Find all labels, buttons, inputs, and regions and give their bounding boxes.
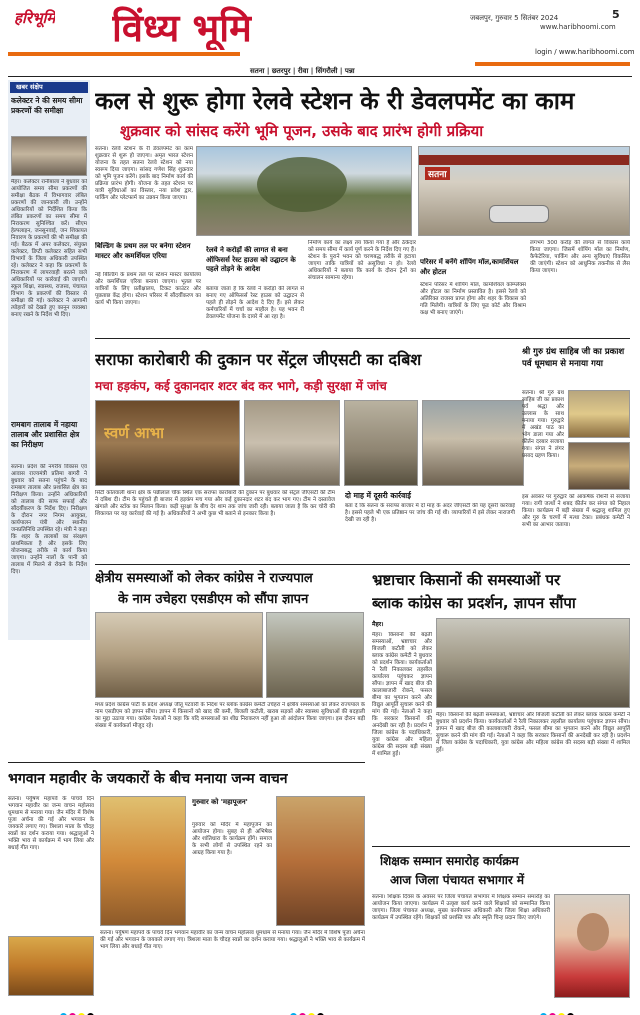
lead-col5-body: लगभग 300 करोड़ की लागत से विकास कार्य किया जाएगा। जिसमें शॉपिंग मॉल का निर्माण, कैफेटेरिया, पार्किंग और अन्य सुविधाएं विकसित की जाएंगी। स्टेशन को आधुनिक तकनीक से लैस किया जाएगा। xyxy=(530,240,630,274)
mahavir-sub-body: गुरुवार को मंदिर में महापूजन का आयोजन होगा। सुबह से ही अभिषेक और शांतिधारा के कार्यक्रम होंगे। समाज के सभी लोगों से उपस्थित रहने का आग्रह किया गया है। xyxy=(192,822,272,856)
gurudwara-headline: श्री गुरु ग्रंथ साहिब जी का प्रकाश पर्व धूमधाम से मनाया गया xyxy=(522,347,625,369)
congress1-photo-group xyxy=(95,612,263,698)
masthead xyxy=(0,0,640,80)
lead-sub3-body: स्टेशन परिसर में शॉपिंग मॉल, कामर्शियल कॉम्प्लेक्स और होटल का निर्माण प्रस्तावित है। इससे रेलवे को अतिरिक्त राजस्व प्राप्त होगा और शहर के विकास को गति मिलेगी। यात्रियों के लिए फूड कोर्ट और विश्राम कक्ष भी बनाए जाएंगे। xyxy=(420,282,526,316)
gst-side-body: बता दें कि सतना के सराफा बाजार में दो माह के अंदर जीएसटी की यह दूसरी कार्रवाई है। इससे पहले भी एक प्रतिष्ठान पर जांच की गई थी। व्यापारियों में इसे लेकर नाराजगी देखी जा रही है। xyxy=(345,503,515,523)
lead-col3-body: निर्माण कार्य का लक्ष्य तय किया गया है और ठेकेदार को समय सीमा में कार्य पूर्ण करने के निर्देश दिए गए हैं। स्टेशन के पुराने भवन को चरणबद्ध तरीके से हटाया जाएगा ताकि यात्रियों को असुविधा न हो। रेलवे अधिकारियों ने बताया कि कार्य के दौरान ट्रेनों का संचालन सामान्य रहेगा। xyxy=(308,240,416,281)
city-strip xyxy=(250,58,470,75)
gst-photo-shop xyxy=(95,400,240,486)
masthead-bar-right xyxy=(475,62,630,66)
teacher-headline-line2: आज जिला पंचायत सभागार में xyxy=(390,873,525,887)
city-list: सतना | छतरपुर | रीवा | सिंगरौली | पन्ना xyxy=(250,67,355,75)
portrait-head xyxy=(577,913,609,951)
congress2-dateline: मैहर। xyxy=(372,621,384,628)
mahavir-photo-crowd xyxy=(276,796,365,926)
section-title: विंध्य भूमि xyxy=(112,6,252,50)
footer-color-registration-right xyxy=(540,1005,576,1015)
gurudwara-photo-1 xyxy=(568,390,630,438)
car-shape xyxy=(489,205,549,223)
teacher-headline-line1: शिक्षक सम्मान समारोह कार्यक्रम xyxy=(380,854,519,868)
lead-sub2-body: बताया जाता है कि रेलवे ने करोड़ों की लागत से बनाए गए ऑफिसर्स रेस्ट हाउस को उद्घाटन से पहले ही तोड़ने के आदेश दे दिए हैं। इसे लेकर कर्मचारियों में चर्चा का माहौल है। यह भवन री डेवलपमेंट योजना के दायरे में आ रहा है। xyxy=(206,286,304,320)
sidebar-header: खबर संक्षेप xyxy=(10,82,88,93)
dateline: जबलपुर, गुरुवार 5 सितंबर 2024 xyxy=(470,14,559,22)
sidebar xyxy=(8,80,90,640)
mahavir-photo-dance xyxy=(100,796,186,926)
shop-sign: स्वर्ण आभा xyxy=(104,424,165,442)
section-divider-2 xyxy=(95,564,630,565)
mahavir-headline: भगवान महावीर के जयकारों के बीच मनाया जन्म वाचन xyxy=(8,771,288,787)
tree-shape xyxy=(257,157,347,212)
mahavir-photo-temple xyxy=(8,936,94,996)
gst-subhead: मचा हड़कंप, कई दुकानदार शटर बंद कर भागे, कड़ी सुरक्षा में जांच xyxy=(95,379,387,393)
congress1-photo-memorandum xyxy=(266,612,364,698)
lead-sub1-body: नई बिल्डिंग के प्रथम तल पर स्टेशन मास्टर कार्यालय और कमर्शियल एरिया बनाया जाएगा। भूतल पर यात्रियों के लिए प्रतीक्षालय, टिकट काउंटर और पूछताछ केंद्र होगा। स्टेशन परिसर में सौंदर्यीकरण का कार्य भी किया जाएगा। xyxy=(95,272,201,306)
masthead-divider xyxy=(8,76,632,77)
gst-photo-officers xyxy=(244,400,340,486)
masthead-bar xyxy=(8,52,240,56)
congress1-headline-line2: के नाम उचेहरा एसडीएम को सौंपा ज्ञापन xyxy=(118,592,309,607)
lead-intro: सतना। रेलवे स्टेशन के री डेवलपमेंट का काम शुक्रवार से शुरू हो जाएगा। अमृत भारत स्टेशन योजना के तहत सतना रेलवे स्टेशन को नया स्वरूप दिया जाएगा। सांसद गणेश सिंह शुक्रवार को भूमि पूजन करेंगे। इसके बाद निर्माण कार्य की प्रक्रिया प्रारंभ होगी। योजना के तहत स्टेशन पर यात्री सुविधाओं का विस्तार, नया प्रवेश द्वार, पार्किंग और प्लेटफार्म का उन्नयन किया जाएगा। xyxy=(95,146,193,201)
sidebar-story2-headline: रामबाग तालाब में नहाया तालाब और प्रशासित क्षेत्र का निरीक्षण xyxy=(11,420,80,449)
congress2-headline-line1: भ्रष्टाचार किसानों की समस्याओं पर xyxy=(372,571,561,589)
lead-photo-station-front xyxy=(418,146,630,236)
congress2-headline-line2: ब्लाक कांग्रेस का प्रदर्शन, ज्ञापन सौंपा xyxy=(372,594,576,612)
station-sign: सतना xyxy=(425,167,450,180)
lead-sub3-headline: परिसर में बनेंगे शॉपिंग मॉल,कामर्शियल और होटल xyxy=(420,258,519,276)
lead-sub1-headline: बिल्डिंग के प्रथम तल पर बनेगा स्टेशन मास्टर और कमर्शियल एरिया xyxy=(95,242,191,260)
sidebar-story2-body: सतना। प्रदेश की नगरीय विकास एवं आवास राज्यमंत्री प्रतिमा बागरी ने बुधवार को सतना पहुंचने के बाद रामबाग तालाब और प्रशासित क्षेत्र का निरीक्षण किया। उन्होंने अधिकारियों को तालाब की साफ सफाई और सौंदर्यीकरण के निर्देश दिए। निरीक्षण के दौरान नगर निगम आयुक्त, कार्यपालन यंत्री और स्थानीय जनप्रतिनिधि उपस्थित रहे। मंत्री ने कहा कि शहर के तालाबों का संरक्षण प्राथमिकता है और इसके लिए योजनाबद्ध तरीके से कार्य किया जाएगा। उन्होंने नालों के पानी को तालाब में मिलने से रोकने के निर्देश दिए। xyxy=(11,464,87,575)
lead-headline: कल से शुरू होगा रेलवे स्टेशन के री डेवलपमेंट का काम xyxy=(95,87,575,115)
lead-subhead: शुक्रवार को सांसद करेंगे भूमि पूजन, उसके बाद प्रारंभ होगी प्रक्रिया xyxy=(120,122,484,140)
site-url[interactable]: www.haribhoomi.com xyxy=(540,23,616,31)
footer-color-registration-center xyxy=(290,1005,326,1015)
sidebar-photo-meeting xyxy=(11,136,87,176)
gst-body: सिटी कोतवाली थाना क्षेत्र के पन्नीलाल चौक स्थित एक सराफा कारोबारी की दुकान पर बुधवार को सेंट्रल जीएसटी की टीम ने दबिश दी। टीम के पहुंचते ही बाजार में हड़कंप मच गया और कई दुकानदार शटर बंद कर भाग गए। टीम ने दस्तावेज खंगाले और स्टॉक का मिलान किया। कड़ी सुरक्षा के बीच देर शाम तक जांच जारी रही। बताया जाता है कि कर चोरी की शिकायत पर यह कार्रवाई की गई है। अधिकारियों ने अभी कुछ भी बताने से इनकार किया है। xyxy=(95,490,335,517)
section-divider-4 xyxy=(372,846,630,847)
gurudwara-bottom-body: इस अवसर पर गुरुद्वारे को आकर्षक रोशनी से सजाया गया। रागी जत्थों ने शबद कीर्तन कर संगत को निहाल किया। कार्यक्रम में बड़ी संख्या में श्रद्धालु शामिल हुए और गुरु के चरणों में मत्था टेका। प्रबंधक कमेटी ने सभी का आभार जताया। xyxy=(522,494,630,528)
mahavir-sub-headline: गुरुवार को 'महापूजन' xyxy=(192,798,248,806)
sidebar-story1-headline: कलेक्टर ने की समय सीमा प्रकरणों की समीक्षा xyxy=(11,96,83,115)
congress2-photo-protest xyxy=(436,618,630,708)
gst-photo-street xyxy=(344,400,418,486)
congress2-body: मैहर। किसानों की बढ़ती समस्याओं, भ्रष्टाचार और बिजली कटौती को लेकर ब्लाक कांग्रेस कमेटी ने बुधवार को प्रदर्शन किया। कार्यकर्ताओं ने रैली निकालकर तहसील कार्यालय पहुंचकर ज्ञापन सौंपा। ज्ञापन में खाद बीज की कालाबाजारी रोकने, फसल बीमा का भुगतान करने और विद्युत आपूर्ति सुचारू करने की मांग की गई। नेताओं ने कहा कि सरकार किसानों की अनदेखी कर रही है। प्रदर्शन में जिला कांग्रेस के पदाधिकारी, युवा कांग्रेस और महिला कांग्रेस की सदस्य बड़ी संख्या में शामिल हुईं। xyxy=(372,632,432,757)
section-divider-1 xyxy=(95,338,630,339)
teacher-photo-portrait xyxy=(554,894,630,998)
gurudwara-body: सतना। श्री गुरु ग्रंथ साहिब जी का प्रकाश पर्व श्रद्धा और उल्लास के साथ मनाया गया। गुरुद्वारे में अखंड पाठ का भोग डाला गया और कीर्तन दरबार सजाया गया। संगत ने लंगर प्रसाद ग्रहण किया। xyxy=(522,390,564,459)
gst-side-headline: दो माह में दूसरी कार्रवाई xyxy=(345,491,411,500)
page-number: 5 xyxy=(612,8,620,21)
gurudwara-photo-2 xyxy=(568,442,630,490)
section-divider-3 xyxy=(8,762,365,763)
congress1-headline-line1: क्षेत्रीय समस्याओं को लेकर कांग्रेस ने राज्यपाल xyxy=(95,571,313,586)
login-link[interactable]: login / www.haribhoomi.com xyxy=(535,48,635,56)
station-roof xyxy=(419,155,630,165)
lead-photo-station-tree xyxy=(196,146,412,236)
congress1-body: मध्य प्रदेश कांग्रेस पार्टी के प्रदेश अध्यक्ष जीतू पटवारी के निर्देश पर ब्लॉक कांग्रेस कमेटी उचेहरा ने क्षेत्रीय समस्याओं को लेकर राज्यपाल के नाम एसडीएम को ज्ञापन सौंपा। ज्ञापन में किसानों को खाद की कमी, बिजली कटौती, खराब सड़कों और स्वास्थ्य सुविधाओं की बदहाली का मुद्दा उठाया गया। कांग्रेस नेताओं ने कहा कि यदि समस्याओं का शीघ्र निराकरण नहीं हुआ तो आंदोलन किया जाएगा। इस दौरान बड़ी संख्या में कार्यकर्ता मौजूद रहे। xyxy=(95,702,365,729)
gst-headline: सराफा कारोबारी की दुकान पर सेंट्रल जीएसटी का दबिश xyxy=(95,350,422,369)
mahavir-bottom-body: सतना। पर्युषण महापर्व के पांचवें दिन भगवान महावीर का जन्म वाचन महोत्सव धूमधाम से मनाया गया। जैन मंदिर में विशेष पूजा अर्चना की गई और भगवान के जयकारे लगाए गए। त्रिशला माता के चौदह स्वप्नों का दर्शन कराया गया। श्रद्धालुओं ने भक्ति भाव से कार्यक्रम में भाग लिया और बधाई गीत गाए। xyxy=(100,930,365,950)
lead-sub2-headline: रेलवे ने करोड़ों की लागत से बना ऑफिसर्स रेस्ट हाउस को उद्घाटन के पहले तोड़ने के आदेश xyxy=(206,246,296,273)
gst-photo-market xyxy=(422,400,524,486)
mahavir-body: सतना। पर्युषण महापर्व के पांचवें दिन भगवान महावीर का जन्म वाचन महोत्सव धूमधाम से मनाया गया। जैन मंदिर में विशेष पूजा अर्चना की गई और भगवान के जयकारे लगाए गए। त्रिशला माता के चौदह स्वप्नों का दर्शन कराया गया। श्रद्धालुओं ने भक्ति भाव से कार्यक्रम में भाग लिया और बधाई गीत गाए। xyxy=(8,796,94,851)
teacher-body: सतना। शिक्षक दिवस के अवसर पर जिला पंचायत सभागार में शिक्षक सम्मान समारोह का आयोजन किया जाएगा। कार्यक्रम में उत्कृष्ट कार्य करने वाले शिक्षकों को सम्मानित किया जाएगा। जिला पंचायत अध्यक्ष, मुख्य कार्यपालन अधिकारी और जिला शिक्षा अधिकारी कार्यक्रम में उपस्थित रहेंगे। शिक्षकों को प्रशस्ति पत्र और स्मृति चिन्ह प्रदान किए जाएंगे। xyxy=(372,894,550,921)
sidebar-story1-body: मैहर। कलेक्टर रानीबाला ने बुधवार को आयोजित समय सीमा प्रकरणों की समीक्षा बैठक में विभागवार लंबित प्रकरणों की जानकारी ली। उन्होंने अधिकारियों को निर्देशित किया कि लंबित प्रकरणों का समय सीमा में निराकरण सुनिश्चित करें। सीएम हेल्पलाइन, जनसुनवाई, जन शिकायत निवारण के प्रकरणों की भी समीक्षा की गई। बैठक में अपर कलेक्टर, संयुक्त कलेक्टर, डिप्टी कलेक्टर सहित सभी विभागों के जिला अधिकारी उपस्थित रहे। कलेक्टर ने कहा कि प्रकरणों के निराकरण में लापरवाही बरतने वाले अधिकारियों पर कार्रवाई की जाएगी। स्कूल शिक्षा, स्वास्थ्य, राजस्व, पंचायत विभाग के प्रकरणों की विस्तार से समीक्षा की गई। कलेक्टर ने आगामी त्योहारों को देखते हुए कानून व्यवस्था बनाए रखने के निर्देश भी दिए। xyxy=(11,179,87,318)
brand-logo: हरिभूमि xyxy=(14,9,56,27)
congress2-body-cont: मैहर। किसानों की बढ़ती समस्याओं, भ्रष्टाचार और बिजली कटौती को लेकर ब्लाक कांग्रेस कमेटी ने बुधवार को प्रदर्शन किया। कार्यकर्ताओं ने रैली निकालकर तहसील कार्यालय पहुंचकर ज्ञापन सौंपा। ज्ञापन में खाद बीज की कालाबाजारी रोकने, फसल बीमा का भुगतान करने और विद्युत आपूर्ति सुचारू करने की मांग की गई। नेताओं ने कहा कि सरकार किसानों की अनदेखी कर रही है। प्रदर्शन में जिला कांग्रेस के पदाधिकारी, युवा कांग्रेस और महिला कांग्रेस की सदस्य बड़ी संख्या में शामिल हुईं। xyxy=(436,712,630,753)
footer-color-registration-left xyxy=(60,1005,96,1015)
